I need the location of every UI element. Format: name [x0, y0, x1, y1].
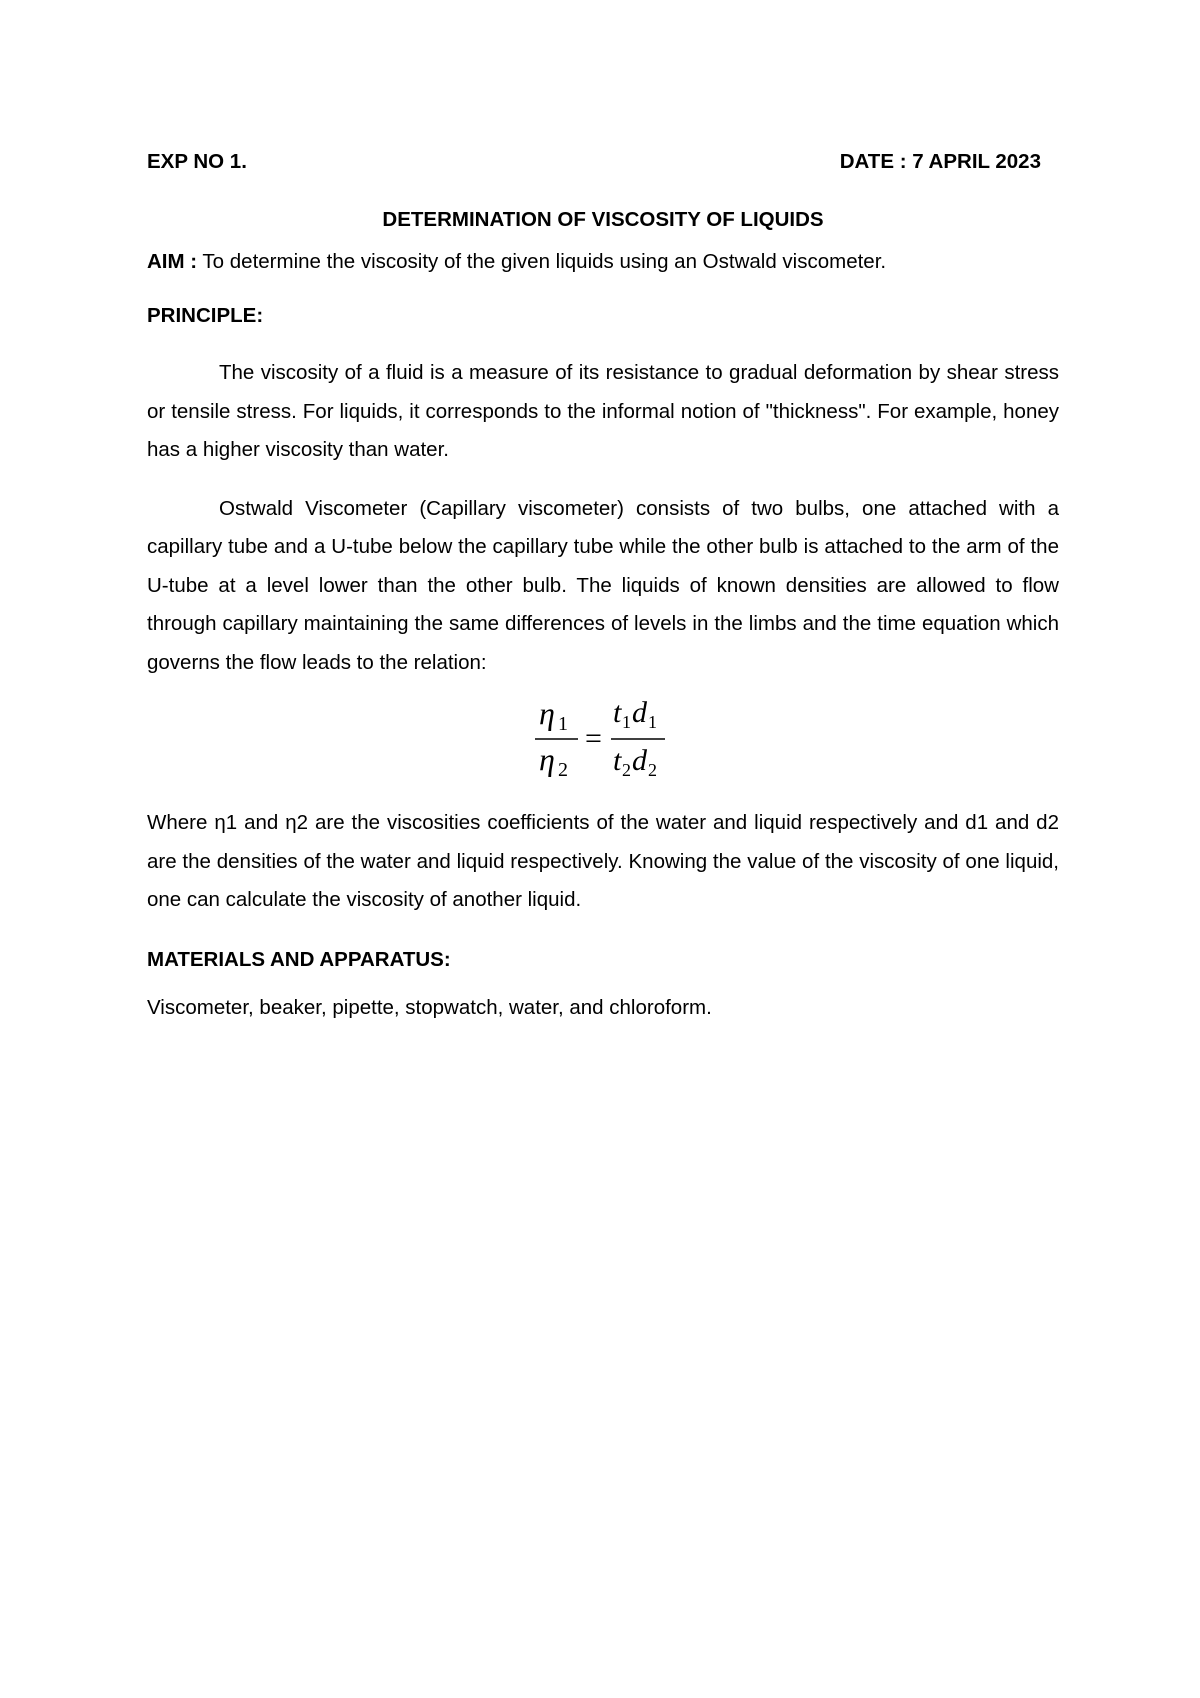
principle-heading: PRINCIPLE: — [147, 304, 264, 327]
t-2-symbol: t — [613, 744, 622, 777]
aim-label: AIM : — [147, 250, 198, 273]
principle-paragraph-3: Where η1 and η2 are the viscosities coefficients of the water and liquid respectively and d1 and d2 are the densities of the water and liquid respectively. Knowing the value of the viscosity of one liquid, one can calculate the viscosity of another liquid. — [147, 811, 1059, 911]
experiment-date: DATE : 7 APRIL 2023 — [839, 150, 1041, 173]
eta-1-subscript: 1 — [558, 713, 568, 735]
d-1-symbol: d — [632, 696, 647, 729]
principle-paragraph-2: Ostwald Viscometer (Capillary viscometer) consists of two bulbs, one attached with a capillary tube and a U-tube below the capillary tube while the other bulb is attached to the arm of the U-tube at a level lower than the other bulb. The liquids of known densities are allowed to flow through capillary maintaining the same differences of levels in the limbs and the time equation which governs the flow leads to the relation: — [147, 496, 1059, 674]
t-1-subscript: 1 — [622, 712, 631, 732]
eta-2-subscript: 2 — [558, 759, 568, 781]
eta-2-symbol: η — [539, 741, 555, 777]
d-2-symbol: d — [632, 744, 647, 777]
equation-graphic — [533, 692, 673, 782]
aim-text: To determine the viscosity of the given liquids using an Ostwald viscometer. — [197, 250, 887, 273]
eta-1-symbol: η — [539, 695, 555, 731]
document-content — [147, 148, 1059, 1022]
header-row — [147, 148, 1059, 176]
d-2-subscript: 2 — [648, 760, 657, 780]
experiment-number: EXP NO 1. — [147, 150, 247, 173]
viscosity-equation — [147, 692, 1059, 784]
materials-list: Viscometer, beaker, pipette, stopwatch, water, and chloroform. — [147, 995, 712, 1019]
t-1-symbol: t — [613, 696, 622, 729]
principle-paragraph-1: The viscosity of a fluid is a measure of its resistance to gradual deformation by shear stress or tensile stress. For liquids, it corresponds to the informal notion of "thickness". For example, honey has a higher viscosity than water. — [147, 361, 1059, 461]
d-1-subscript: 1 — [648, 712, 657, 732]
t-2-subscript: 2 — [622, 760, 631, 780]
materials-heading: MATERIALS AND APPARATUS: — [147, 947, 451, 971]
equals-sign: = — [585, 722, 602, 755]
aim-line — [147, 248, 1059, 276]
document-title: DETERMINATION OF VISCOSITY OF LIQUIDS — [382, 208, 824, 231]
